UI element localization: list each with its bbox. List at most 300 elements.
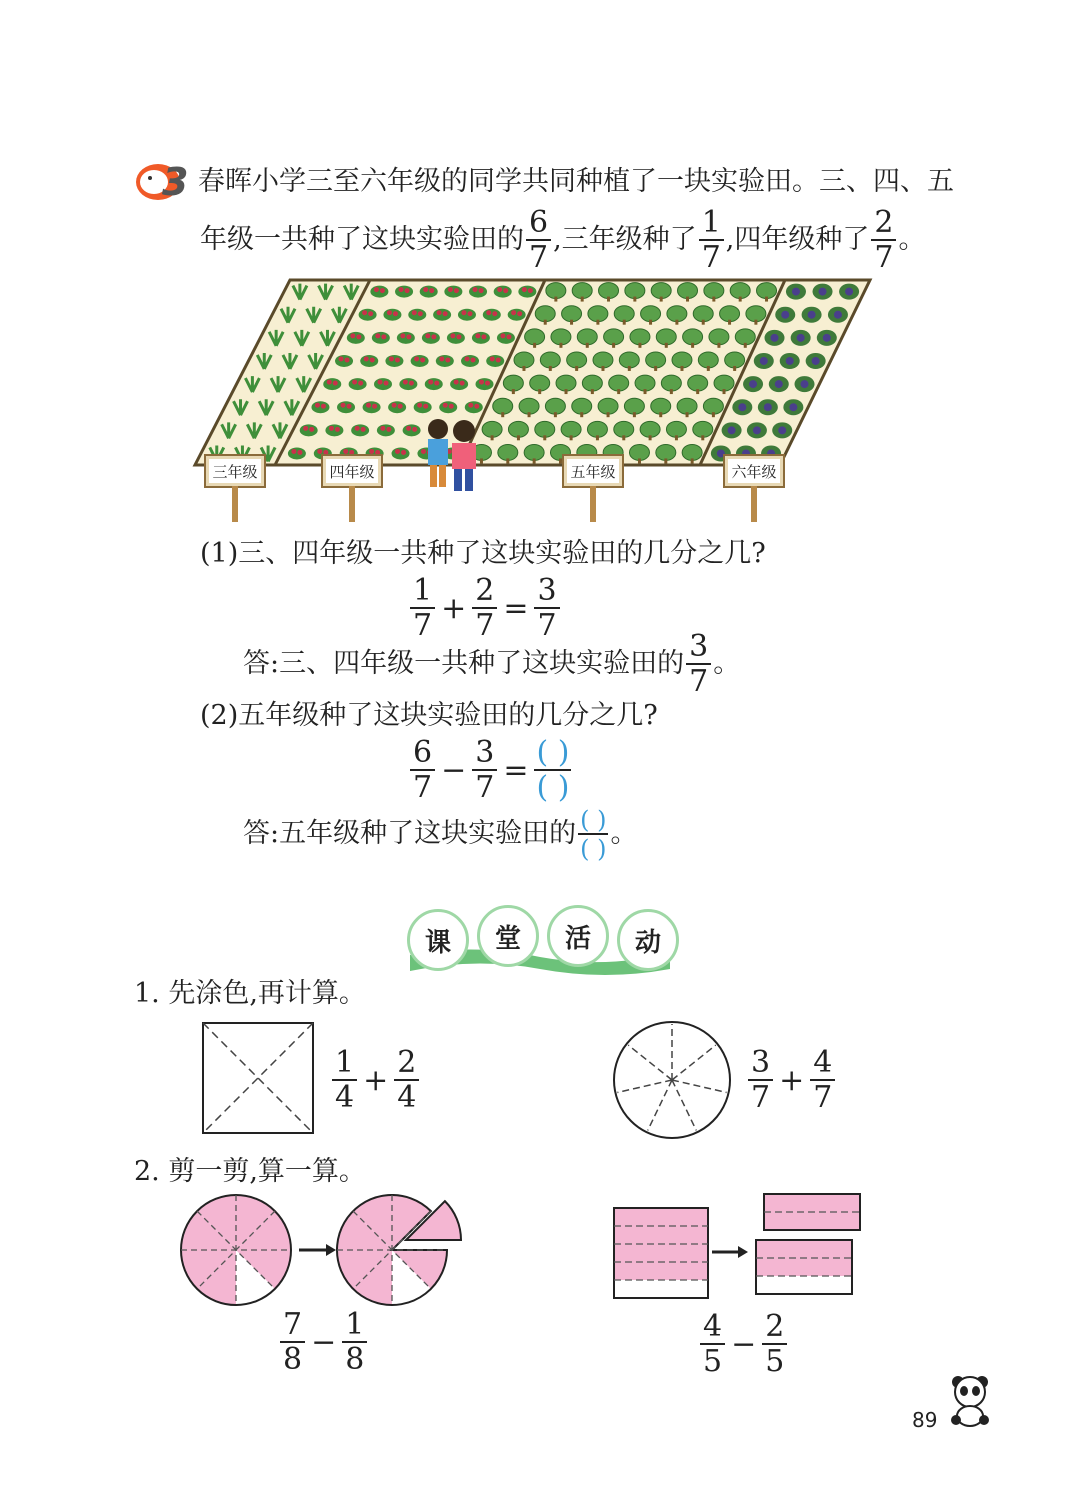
plant-tree <box>577 329 597 345</box>
berry-dot <box>760 357 768 365</box>
rectangles-divided-5 <box>612 1192 866 1304</box>
plant-tree <box>720 306 740 322</box>
q2-question: (2)五年级种了这块实验田的几分之几? <box>200 700 658 731</box>
tree-trunk <box>570 435 573 440</box>
tree-trunk <box>733 366 736 371</box>
tree-trunk <box>644 389 647 394</box>
activity1-right-expr <box>746 1045 837 1115</box>
plant-tree <box>556 375 576 391</box>
plant-tree <box>672 352 692 368</box>
flower-dot <box>473 287 478 292</box>
tree-trunk <box>686 297 689 302</box>
flower-dot <box>490 356 495 361</box>
flower-dot <box>350 333 355 338</box>
plant-tree <box>619 352 639 368</box>
plant-tree <box>546 283 566 299</box>
plant-flower <box>323 378 341 390</box>
flower-dot <box>443 311 448 316</box>
flower-dot <box>418 311 423 316</box>
flower-dot <box>366 403 371 408</box>
flower-dot <box>503 288 508 293</box>
flower-dot <box>362 310 367 315</box>
tree-trunk <box>543 435 546 440</box>
answer-blank-fraction[interactable]: $\frac{( )}{( )}$ <box>536 735 570 805</box>
panda-icon <box>944 1372 996 1428</box>
plant-tree <box>625 283 645 299</box>
plant-flower <box>351 424 369 436</box>
plant-tree <box>629 444 649 460</box>
tree-trunk <box>591 389 594 394</box>
plant-flower <box>483 309 501 321</box>
flower-dot <box>380 288 385 293</box>
fraction: $\frac{3}{7}$ <box>534 576 559 641</box>
flower-dot <box>327 380 332 385</box>
line2-text-a: 年级一共种了这块实验田的 <box>200 224 524 255</box>
berry-dot <box>797 334 805 342</box>
circle-divided-7[interactable] <box>610 1018 734 1142</box>
tree-trunk <box>580 412 583 417</box>
flower-dot <box>321 404 326 409</box>
fraction: $\frac{1}{4}$ <box>332 1048 357 1113</box>
tree-trunk <box>607 412 610 417</box>
flower-dot <box>412 310 417 315</box>
flower-dot <box>412 427 417 432</box>
problem-line2 <box>200 205 926 275</box>
flower-dot <box>414 356 419 361</box>
flower-dot <box>333 381 338 386</box>
plant-flower <box>518 286 536 298</box>
flower-dot <box>409 381 414 386</box>
flower-dot <box>449 404 454 409</box>
flower-dot <box>389 356 394 361</box>
tree-trunk <box>586 343 589 348</box>
sign-grade-5: 五年级 <box>562 454 624 488</box>
plant-tree <box>630 329 650 345</box>
flower-dot <box>393 311 398 316</box>
plant-flower <box>363 401 381 413</box>
plant-tree <box>540 352 560 368</box>
fraction: $\frac{7}{8}$ <box>280 1310 305 1375</box>
tree-trunk <box>739 297 742 302</box>
tree-trunk <box>554 297 557 302</box>
plant-flower <box>370 286 388 298</box>
tree-trunk <box>665 343 668 348</box>
plant-tree <box>519 398 539 414</box>
tree-trunk <box>607 297 610 302</box>
tree-trunk <box>559 343 562 348</box>
fraction: $\frac{1}{8}$ <box>342 1310 367 1375</box>
q2-answer-text: 答:五年级种了这块实验田的 <box>243 818 577 849</box>
flower-dot <box>406 426 411 431</box>
plant-flower <box>325 424 343 436</box>
fraction: $\frac{3}{7}$ <box>748 1048 773 1113</box>
plant-tree <box>703 398 723 414</box>
plant-flower <box>408 309 426 321</box>
plant-tree <box>635 375 655 391</box>
plant-tree <box>693 421 713 437</box>
flower-dot <box>400 333 405 338</box>
q2-answer <box>243 808 637 861</box>
plant-tree <box>651 283 671 299</box>
plant-flower <box>444 286 462 298</box>
flower-dot <box>398 404 403 409</box>
plant-flower <box>359 309 377 321</box>
tree-trunk <box>744 343 747 348</box>
flower-dot <box>506 334 511 339</box>
flower-dot <box>428 380 433 385</box>
tree-trunk <box>538 389 541 394</box>
tree-trunk <box>701 435 704 440</box>
flower-dot <box>434 381 439 386</box>
plant-tree <box>514 352 534 368</box>
flower-dot <box>445 357 450 362</box>
flower-dot <box>368 311 373 316</box>
q2-equation <box>408 735 573 805</box>
flower-dot <box>347 404 352 409</box>
berry-dot <box>753 426 761 434</box>
tree-trunk <box>675 320 678 325</box>
flower-dot <box>395 449 400 454</box>
tree-trunk <box>533 343 536 348</box>
flower-dot <box>399 287 404 292</box>
plant-tree <box>524 444 544 460</box>
plant-flower <box>458 309 476 321</box>
operator: − <box>731 1327 757 1362</box>
arrow-head <box>738 1246 748 1258</box>
plant-tree <box>572 283 592 299</box>
flower-dot <box>401 450 406 455</box>
flower-dot <box>429 288 434 293</box>
fraction: $\frac{2}{7}$ <box>871 208 896 273</box>
berry-dot <box>834 311 842 319</box>
operator: = <box>503 753 529 788</box>
tree-trunk <box>728 320 731 325</box>
fraction: $\frac{2}{5}$ <box>762 1312 787 1377</box>
tree-trunk <box>596 435 599 440</box>
flower-dot <box>492 311 497 316</box>
plant-flower <box>395 286 413 298</box>
flower-dot <box>403 380 408 385</box>
flower-dot <box>381 334 386 339</box>
plant-tree <box>614 421 634 437</box>
plant-flower <box>461 355 479 367</box>
flower-dot <box>450 333 455 338</box>
plant-tree <box>551 329 571 345</box>
plant-tree <box>525 329 545 345</box>
tree-trunk <box>554 412 557 417</box>
flower-dot <box>291 449 296 454</box>
plant-flower <box>420 286 438 298</box>
sign-grade-6: 六年级 <box>723 454 785 488</box>
answer-blank-fraction[interactable]: $\frac{( )}{( )}$ <box>580 806 607 863</box>
tree-trunk <box>675 435 678 440</box>
plant-flower <box>433 309 451 321</box>
plant-tree <box>640 421 660 437</box>
flower-dot <box>387 310 392 315</box>
flower-dot <box>454 380 459 385</box>
plant-tree <box>508 421 528 437</box>
sign-post <box>349 486 355 522</box>
plant-flower <box>411 355 429 367</box>
plant-tree <box>530 375 550 391</box>
plant-flower <box>288 447 306 459</box>
berry-dot <box>781 311 789 319</box>
plant-flower <box>337 401 355 413</box>
plant-tree <box>714 375 734 391</box>
plant-tree <box>482 421 502 437</box>
operator: + <box>779 1063 805 1098</box>
sign-post <box>751 486 757 522</box>
flower-dot <box>375 333 380 338</box>
tree-trunk <box>533 458 536 463</box>
berry-dot <box>728 426 736 434</box>
q1-answer <box>243 629 741 699</box>
plant-tree <box>535 306 555 322</box>
flower-dot <box>486 310 491 315</box>
plant-tree <box>561 421 581 437</box>
operator: − <box>311 1325 337 1360</box>
berry-dot <box>775 380 783 388</box>
tree-trunk <box>691 343 694 348</box>
tree-trunk <box>712 297 715 302</box>
plant-flower <box>377 424 395 436</box>
flower-dot <box>374 287 379 292</box>
plant-flower <box>300 424 318 436</box>
q2-answer-end: 。 <box>610 818 638 849</box>
plant-flower <box>399 378 417 390</box>
fraction: $\frac{6}{7}$ <box>526 208 551 273</box>
plant-tree <box>599 283 619 299</box>
flower-dot <box>465 356 470 361</box>
tree-trunk <box>575 366 578 371</box>
plant-flower <box>469 286 487 298</box>
line2-text-c: ,四年级种了 <box>725 224 870 255</box>
plant-tree <box>609 375 629 391</box>
berry-dot <box>764 403 772 411</box>
plant-tree <box>667 306 687 322</box>
tree-trunk <box>623 320 626 325</box>
tree-trunk <box>622 435 625 440</box>
activity2-right-expr <box>698 1309 789 1379</box>
flower-dot <box>384 381 389 386</box>
berry-dot <box>819 288 827 296</box>
shaded-sector <box>392 1250 447 1289</box>
flower-dot <box>467 311 472 316</box>
flower-dot <box>481 334 486 339</box>
flower-dot <box>431 334 436 339</box>
tree-trunk <box>638 458 641 463</box>
tree-trunk <box>522 366 525 371</box>
operator: = <box>503 591 529 626</box>
flower-dot <box>461 310 466 315</box>
flower-dot <box>315 403 320 408</box>
plant-tree <box>503 375 523 391</box>
berry-dot <box>771 334 779 342</box>
tree-trunk <box>501 412 504 417</box>
plant-tree <box>588 306 608 322</box>
flower-dot <box>386 427 391 432</box>
activity1-left-expr <box>330 1045 421 1115</box>
q1-question: (1)三、四年级一共种了这块实验田的几分之几? <box>200 538 766 569</box>
flower-dot <box>364 356 369 361</box>
sign-post <box>590 486 596 522</box>
operator: + <box>363 1063 389 1098</box>
activity-item-1: 1. 先涂色,再计算。 <box>134 978 366 1009</box>
plant-tree <box>709 329 729 345</box>
flower-dot <box>341 403 346 408</box>
flower-dot <box>522 287 527 292</box>
berry-dot <box>801 380 809 388</box>
plant-tree <box>562 306 582 322</box>
tree-trunk <box>696 389 699 394</box>
tree-trunk <box>549 366 552 371</box>
problem-number: 3 <box>162 160 189 204</box>
plant-tree <box>593 352 613 368</box>
flower-dot <box>395 357 400 362</box>
tree-trunk <box>638 343 641 348</box>
plant-tree <box>598 398 618 414</box>
fraction: $\frac{3}{7}$ <box>472 738 497 803</box>
plant-flower <box>372 332 390 344</box>
plant-flower <box>494 286 512 298</box>
plant-flower <box>508 309 526 321</box>
plant-tree <box>683 329 703 345</box>
header-char: 课 <box>407 909 469 971</box>
plant-flower <box>347 332 365 344</box>
field-illustration <box>190 275 890 530</box>
plant-flower <box>335 355 353 367</box>
tree-trunk <box>517 435 520 440</box>
line2-text-b: ,三年级种了 <box>553 224 697 255</box>
plant-flower <box>360 355 378 367</box>
fraction: $\frac{1}{7}$ <box>410 576 435 641</box>
tree-trunk <box>617 389 620 394</box>
berry-dot <box>808 311 816 319</box>
berry-dot <box>812 357 820 365</box>
tree-trunk <box>691 458 694 463</box>
tree-trunk <box>506 458 509 463</box>
tree-trunk <box>581 297 584 302</box>
tree-trunk <box>723 389 726 394</box>
plant-tree <box>567 352 587 368</box>
flower-dot <box>420 357 425 362</box>
plant-flower <box>486 355 504 367</box>
tree-trunk <box>754 320 757 325</box>
plant-tree <box>656 329 676 345</box>
flower-dot <box>496 357 501 362</box>
header-char: 动 <box>617 909 679 971</box>
flower-dot <box>417 403 422 408</box>
plant-tree <box>587 421 607 437</box>
operator: + <box>441 591 467 626</box>
plant-tree <box>735 329 755 345</box>
tree-trunk <box>649 320 652 325</box>
page-number: 89 <box>912 1408 938 1432</box>
berry-dot <box>749 380 757 388</box>
plant-tree <box>651 398 671 414</box>
plant-flower <box>397 332 415 344</box>
tree-trunk <box>702 320 705 325</box>
tree-trunk <box>649 435 652 440</box>
flower-dot <box>361 427 366 432</box>
flower-dot <box>475 333 480 338</box>
activity2-left-expr <box>278 1307 369 1377</box>
circles-divided-8 <box>176 1194 476 1310</box>
plant-flower <box>388 401 406 413</box>
flower-dot <box>392 403 397 408</box>
plant-flower <box>349 378 367 390</box>
tree-trunk <box>654 366 657 371</box>
flower-dot <box>448 287 453 292</box>
flower-dot <box>345 357 350 362</box>
tree-trunk <box>664 458 667 463</box>
plant-flower <box>414 401 432 413</box>
plant-flower <box>392 447 410 459</box>
plant-tree <box>656 444 676 460</box>
flower-dot <box>479 288 484 293</box>
line2-text-d: 。 <box>898 224 926 255</box>
flower-dot <box>335 427 340 432</box>
flower-dot <box>497 287 502 292</box>
berry-dot <box>792 288 800 296</box>
plant-flower <box>422 332 440 344</box>
tree-trunk <box>512 389 515 394</box>
plant-tree <box>582 375 602 391</box>
q1-answer-text: 答:三、四年级一共种了这块实验田的 <box>243 648 685 679</box>
plant-tree <box>746 306 766 322</box>
plant-flower <box>465 401 483 413</box>
flower-dot <box>303 426 308 431</box>
tree-trunk <box>544 320 547 325</box>
flower-dot <box>500 333 505 338</box>
plant-tree <box>682 444 702 460</box>
header-char: 堂 <box>477 905 539 967</box>
fraction: $\frac{3}{7}$ <box>686 632 711 697</box>
shaded-sector <box>236 1250 291 1289</box>
berry-dot <box>738 403 746 411</box>
plant-tree <box>646 352 666 368</box>
plant-tree <box>572 398 592 414</box>
sign-post <box>232 486 238 522</box>
plant-flower <box>403 424 421 436</box>
flower-dot <box>517 311 522 316</box>
activity-header <box>405 905 675 975</box>
activity-item-2: 2. 剪一剪,算一算。 <box>134 1156 366 1187</box>
berry-dot <box>778 426 786 434</box>
square-divided-4[interactable] <box>200 1020 318 1136</box>
plant-tree <box>725 352 745 368</box>
tree-trunk <box>633 297 636 302</box>
tree-trunk <box>680 366 683 371</box>
tree-trunk <box>596 320 599 325</box>
plant-tree <box>693 306 713 322</box>
flower-dot <box>423 404 428 409</box>
berry-dot <box>845 288 853 296</box>
q1-answer-end: 。 <box>713 648 741 679</box>
flower-dot <box>358 381 363 386</box>
operator: − <box>441 753 467 788</box>
plant-tree <box>535 421 555 437</box>
tree-trunk <box>491 435 494 440</box>
flower-dot <box>474 404 479 409</box>
plant-tree <box>677 398 697 414</box>
problem-number-badge <box>132 158 188 202</box>
flower-dot <box>468 403 473 408</box>
flower-dot <box>485 381 490 386</box>
flower-dot <box>471 357 476 362</box>
plant-flower <box>472 332 490 344</box>
plant-flower <box>447 332 465 344</box>
